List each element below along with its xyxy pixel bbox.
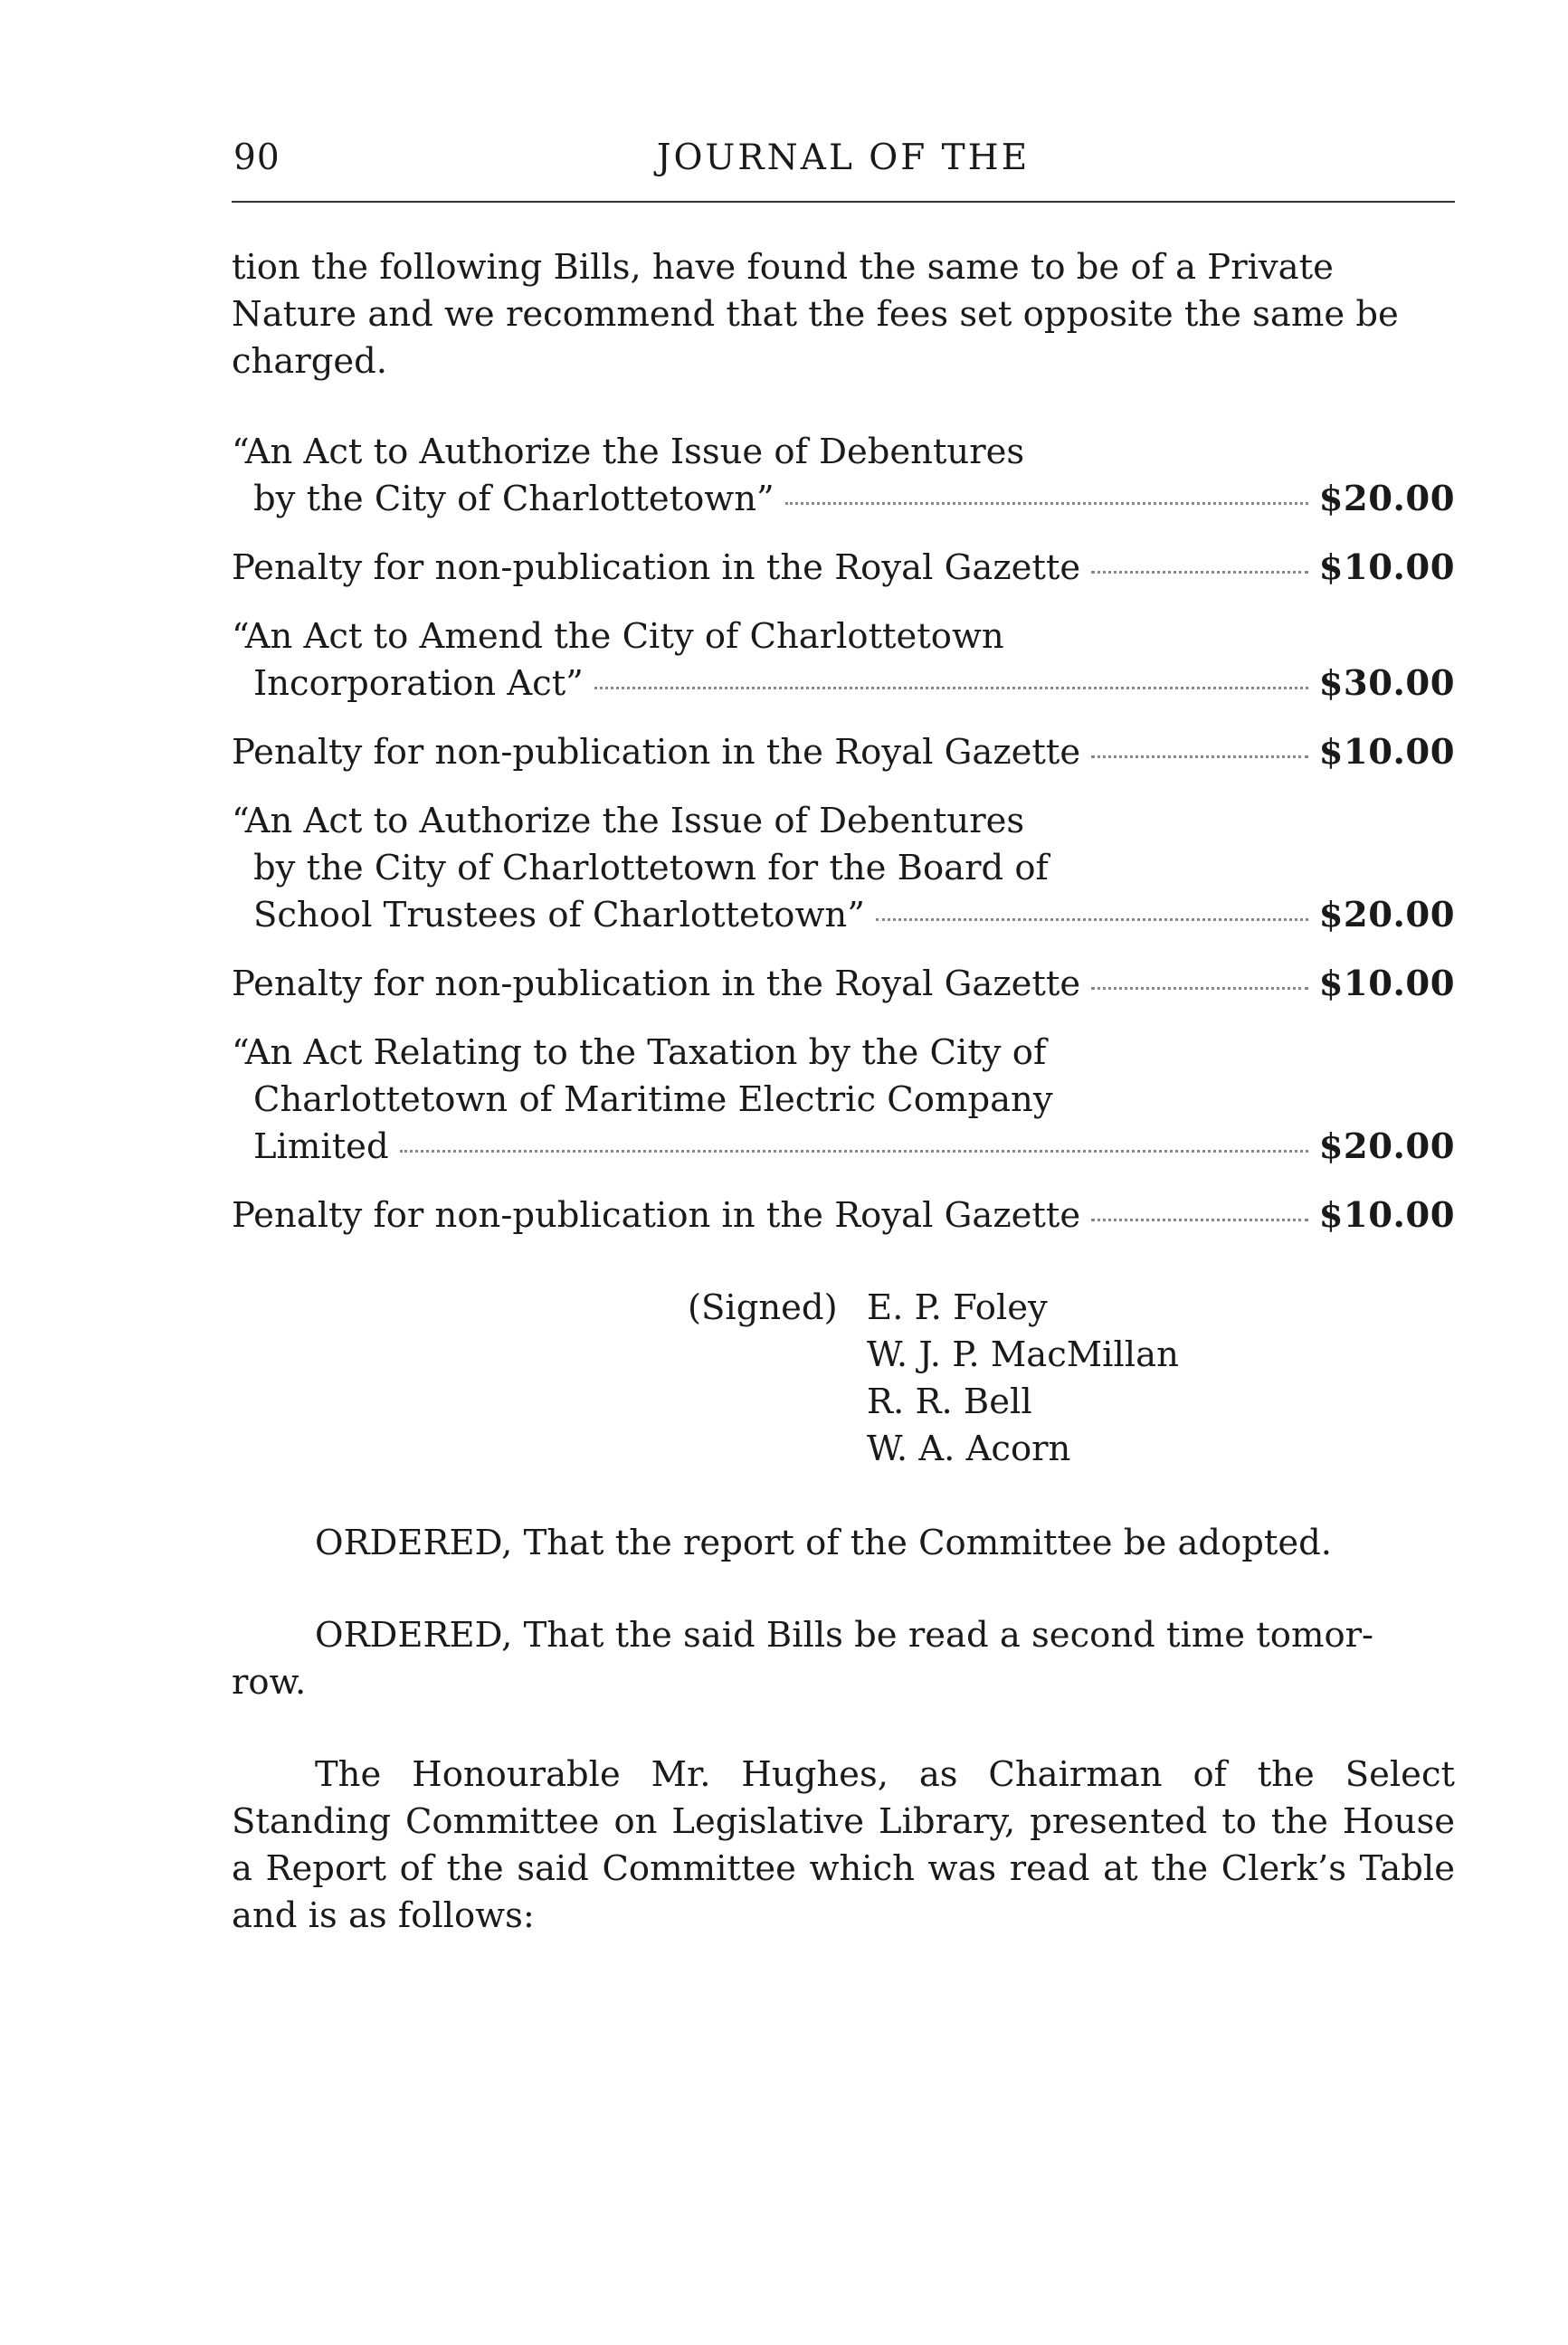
chairman-report-paragraph — [232, 1752, 1455, 1940]
fee-entry — [232, 798, 1455, 939]
fee-entry — [232, 1192, 1455, 1239]
dot-leader — [1091, 985, 1308, 990]
fee-entry — [232, 429, 1455, 523]
fee-amount: $10.00 — [1318, 1195, 1455, 1236]
fee-title-line: “An Act to Authorize the Issue of Debentures — [232, 801, 1025, 841]
fee-amount: $20.00 — [1318, 1126, 1455, 1167]
fee-title-line: Penalty for non-publication in the Royal Gazette — [232, 964, 1081, 1004]
chairman-report-text: The Honourable Mr. Hughes, as Chairman of the Select Standing Committee on Legislative Library, presented to the House a Report of the said Committee which was read at the Clerk’s Table and is as follows: — [232, 1754, 1455, 1936]
ordered-second-reading-line: row. — [232, 1662, 307, 1703]
fee-title-line: “An Act to Amend the City of Charlottetown — [232, 616, 1004, 657]
fee-title-line: by the City of Charlottetown for the Board of — [253, 848, 1049, 888]
fee-title-line: Penalty for non-publication in the Royal Gazette — [232, 732, 1081, 773]
fee-entry — [232, 613, 1455, 707]
fee-entry — [232, 545, 1455, 592]
ordered-second-reading-paragraph — [232, 1612, 1455, 1706]
dot-leader — [1091, 569, 1308, 574]
fee-title-line: “An Act Relating to the Taxation by the City of — [232, 1032, 1047, 1073]
page-header — [232, 138, 1455, 201]
dot-leader — [594, 685, 1308, 689]
fee-amount: $10.00 — [1318, 547, 1455, 588]
fee-title-line: Charlottetown of Maritime Electric Company — [253, 1079, 1053, 1120]
dot-leader — [400, 1148, 1308, 1153]
signatory-name: W. J. P. MacMillan — [867, 1334, 1179, 1375]
intro-line: Nature and we recommend that the fees set opposite the same be — [232, 294, 1399, 335]
signatory-list — [867, 1285, 1179, 1473]
fee-title-line: Limited — [253, 1126, 389, 1167]
intro-line: charged. — [232, 341, 388, 382]
ordered-adopted-paragraph — [232, 1520, 1455, 1567]
fee-list — [232, 429, 1455, 1261]
fee-title-line: “An Act to Authorize the Issue of Debentures — [232, 432, 1025, 472]
fee-title-line: Penalty for non-publication in the Royal Gazette — [232, 547, 1081, 588]
intro-line: tion the following Bills, have found the same to be of a Private — [232, 247, 1334, 288]
fee-title-line: by the City of Charlottetown” — [253, 479, 774, 519]
fee-amount: $10.00 — [1318, 964, 1455, 1004]
signatory-name: E. P. Foley — [867, 1287, 1048, 1328]
fee-title-line: Incorporation Act” — [253, 663, 584, 704]
signatory-name: R. R. Bell — [867, 1381, 1032, 1422]
fee-amount: $20.00 — [1318, 895, 1455, 935]
dot-leader — [876, 916, 1308, 921]
dot-leader — [785, 500, 1308, 505]
ordered-second-reading-line: ORDERED, That the said Bills be read a second time tomor- — [315, 1615, 1374, 1656]
signatory-name: W. A. Acorn — [867, 1429, 1071, 1469]
fee-amount: $10.00 — [1318, 732, 1455, 773]
running-head: JOURNAL OF THE — [656, 138, 1031, 178]
fee-entry — [232, 1030, 1455, 1171]
fee-title-line: Penalty for non-publication in the Royal Gazette — [232, 1195, 1081, 1236]
page-number: 90 — [233, 138, 280, 178]
ordered-adopted-text: ORDERED, That the report of the Committee be adopted. — [315, 1523, 1333, 1563]
fee-title-line: School Trustees of Charlottetown” — [253, 895, 865, 935]
header-rule — [232, 201, 1455, 203]
dot-leader — [1091, 1217, 1308, 1221]
signed-label: (Signed) — [688, 1287, 838, 1328]
fee-entry — [232, 729, 1455, 776]
fee-amount: $20.00 — [1318, 479, 1455, 519]
intro-paragraph — [232, 244, 1455, 385]
fee-amount: $30.00 — [1318, 663, 1455, 704]
dot-leader — [1091, 754, 1308, 758]
fee-entry — [232, 961, 1455, 1008]
